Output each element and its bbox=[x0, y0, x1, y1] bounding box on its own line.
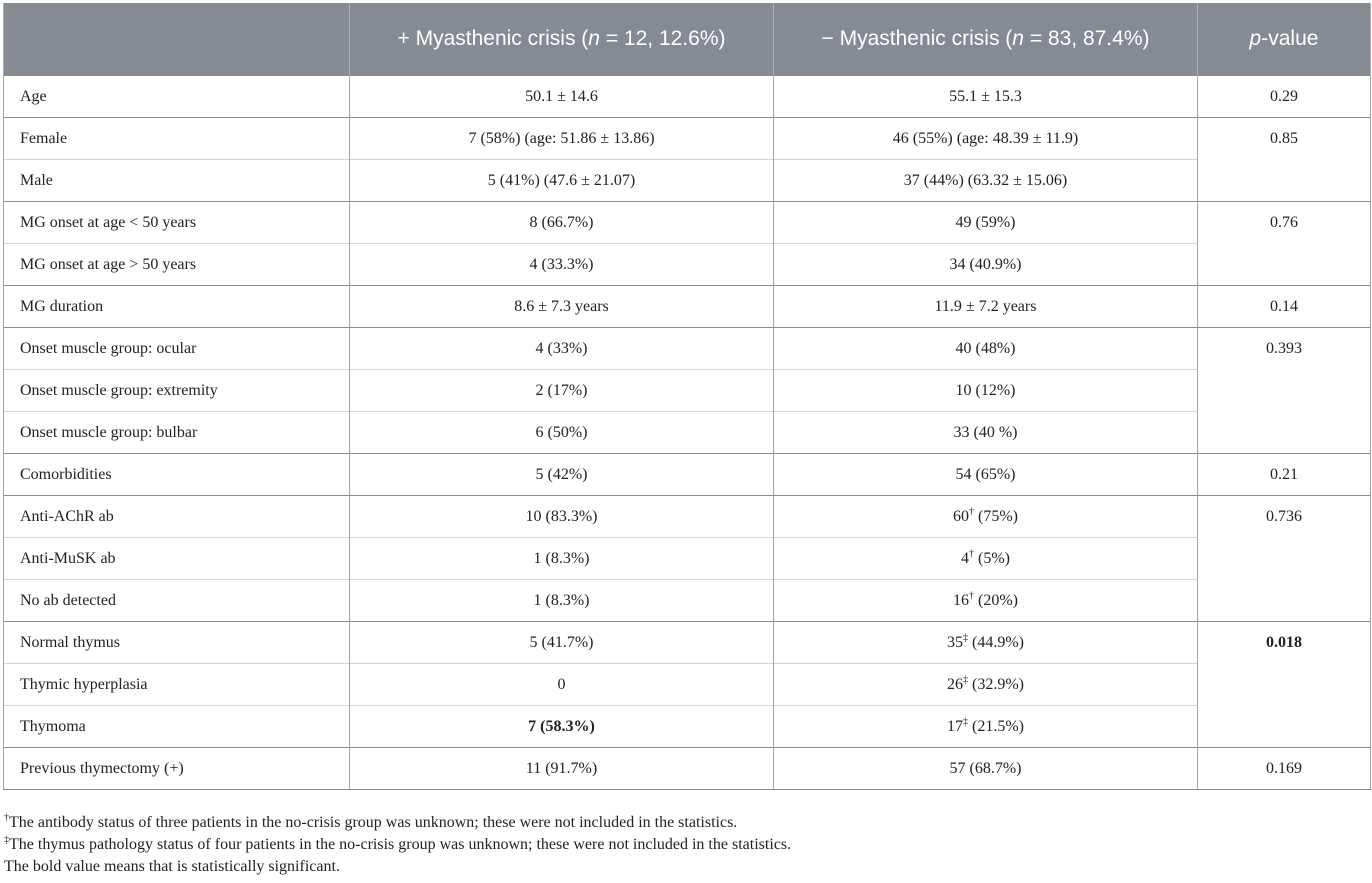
row-label: MG onset at age < 50 years bbox=[4, 202, 350, 244]
p-value: 0.85 bbox=[1198, 118, 1371, 202]
table-row bbox=[4, 622, 1371, 664]
table-row bbox=[4, 454, 1371, 496]
header-label-column bbox=[4, 3, 350, 76]
table-row bbox=[4, 706, 1371, 748]
table-row bbox=[4, 244, 1371, 286]
double-dagger-mark: ‡ bbox=[963, 674, 968, 686]
crisis-value: 8.6 ± 7.3 years bbox=[350, 286, 774, 328]
table-row bbox=[4, 160, 1371, 202]
nocrisis-value: 26‡ (32.9%) bbox=[774, 664, 1198, 706]
header-nocrisis-column: − Myasthenic crisis (n = 83, 87.4%) bbox=[774, 3, 1198, 76]
nocrisis-value: 40 (48%) bbox=[774, 328, 1198, 370]
p-value: 0.29 bbox=[1198, 76, 1371, 118]
crisis-value: 7 (58%) (age: 51.86 ± 13.86) bbox=[350, 118, 774, 160]
crisis-value: 4 (33%) bbox=[350, 328, 774, 370]
nocrisis-value: 10 (12%) bbox=[774, 370, 1198, 412]
table-row bbox=[4, 328, 1371, 370]
row-label: Male bbox=[4, 160, 350, 202]
nocrisis-value: 46 (55%) (age: 48.39 ± 11.9) bbox=[774, 118, 1198, 160]
table-row bbox=[4, 412, 1371, 454]
row-label: Previous thymectomy (+) bbox=[4, 748, 350, 790]
crisis-value-significant: 7 (58.3%) bbox=[350, 706, 774, 748]
p-value: 0.736 bbox=[1198, 496, 1371, 622]
nocrisis-value: 49 (59%) bbox=[774, 202, 1198, 244]
crisis-value: 50.1 ± 14.6 bbox=[350, 76, 774, 118]
footnote-antibody: †The antibody status of three patients in the no-crisis group was unknown; these were not included in the statistics. bbox=[4, 812, 738, 831]
table-row bbox=[4, 538, 1371, 580]
header-p-value-column: p-value bbox=[1198, 3, 1371, 76]
row-label: Normal thymus bbox=[4, 622, 350, 664]
row-label: Thymoma bbox=[4, 706, 350, 748]
table-row bbox=[4, 664, 1371, 706]
row-label: Thymic hyperplasia bbox=[4, 664, 350, 706]
nocrisis-value: 33 (40 %) bbox=[774, 412, 1198, 454]
double-dagger-mark: ‡ bbox=[963, 716, 968, 728]
crisis-value: 10 (83.3%) bbox=[350, 496, 774, 538]
nocrisis-value: 16† (20%) bbox=[774, 580, 1198, 622]
crisis-value: 5 (41.7%) bbox=[350, 622, 774, 664]
dagger-mark: † bbox=[969, 548, 974, 560]
crisis-value: 5 (42%) bbox=[350, 454, 774, 496]
nocrisis-value: 57 (68.7%) bbox=[774, 748, 1198, 790]
row-label: Age bbox=[4, 76, 350, 118]
p-value: 0.169 bbox=[1198, 748, 1371, 790]
row-label: Onset muscle group: ocular bbox=[4, 328, 350, 370]
table-row bbox=[4, 580, 1371, 622]
row-label: Female bbox=[4, 118, 350, 160]
row-label: Anti-AChR ab bbox=[4, 496, 350, 538]
nocrisis-value: 34 (40.9%) bbox=[774, 244, 1198, 286]
p-value: 0.21 bbox=[1198, 454, 1371, 496]
nocrisis-value: 55.1 ± 15.3 bbox=[774, 76, 1198, 118]
footnote-thymus: ‡The thymus pathology status of four patients in the no-crisis group was unknown; these were not included in the statistics. bbox=[4, 834, 792, 853]
table-row bbox=[4, 370, 1371, 412]
double-dagger-mark: ‡ bbox=[4, 834, 9, 846]
p-value-significant: 0.018 bbox=[1198, 622, 1371, 748]
crisis-value: 0 bbox=[350, 664, 774, 706]
header-crisis-column: + Myasthenic crisis (n = 12, 12.6%) bbox=[350, 3, 774, 76]
crisis-value: 1 (8.3%) bbox=[350, 538, 774, 580]
table-row bbox=[4, 118, 1371, 160]
nocrisis-value: 17‡ (21.5%) bbox=[774, 706, 1198, 748]
row-label: Anti-MuSK ab bbox=[4, 538, 350, 580]
row-label: Onset muscle group: bulbar bbox=[4, 412, 350, 454]
nocrisis-value: 37 (44%) (63.32 ± 15.06) bbox=[774, 160, 1198, 202]
row-label: No ab detected bbox=[4, 580, 350, 622]
footnotes bbox=[4, 812, 791, 878]
crisis-value: 1 (8.3%) bbox=[350, 580, 774, 622]
p-value: 0.76 bbox=[1198, 202, 1371, 286]
table-row bbox=[4, 202, 1371, 244]
row-label: MG duration bbox=[4, 286, 350, 328]
crisis-value: 5 (41%) (47.6 ± 21.07) bbox=[350, 160, 774, 202]
table-row bbox=[4, 76, 1371, 118]
row-label: Comorbidities bbox=[4, 454, 350, 496]
crisis-value: 4 (33.3%) bbox=[350, 244, 774, 286]
crisis-value: 11 (91.7%) bbox=[350, 748, 774, 790]
row-label: MG onset at age > 50 years bbox=[4, 244, 350, 286]
nocrisis-value: 54 (65%) bbox=[774, 454, 1198, 496]
nocrisis-value: 60† (75%) bbox=[774, 496, 1198, 538]
crisis-value: 6 (50%) bbox=[350, 412, 774, 454]
crisis-value: 2 (17%) bbox=[350, 370, 774, 412]
dagger-mark: † bbox=[969, 590, 974, 602]
nocrisis-value: 4† (5%) bbox=[774, 538, 1198, 580]
dagger-mark: † bbox=[4, 812, 9, 824]
double-dagger-mark: ‡ bbox=[963, 632, 968, 644]
nocrisis-value: 35‡ (44.9%) bbox=[774, 622, 1198, 664]
p-value: 0.393 bbox=[1198, 328, 1371, 454]
footnote-bold: The bold value means that is statistically significant. bbox=[4, 858, 340, 875]
table-row bbox=[4, 286, 1371, 328]
data-table bbox=[3, 3, 1371, 790]
header-row bbox=[4, 3, 1371, 76]
p-value: 0.14 bbox=[1198, 286, 1371, 328]
table-row bbox=[4, 748, 1371, 790]
nocrisis-value: 11.9 ± 7.2 years bbox=[774, 286, 1198, 328]
row-label: Onset muscle group: extremity bbox=[4, 370, 350, 412]
crisis-value: 8 (66.7%) bbox=[350, 202, 774, 244]
dagger-mark: † bbox=[969, 506, 974, 518]
table-row bbox=[4, 496, 1371, 538]
